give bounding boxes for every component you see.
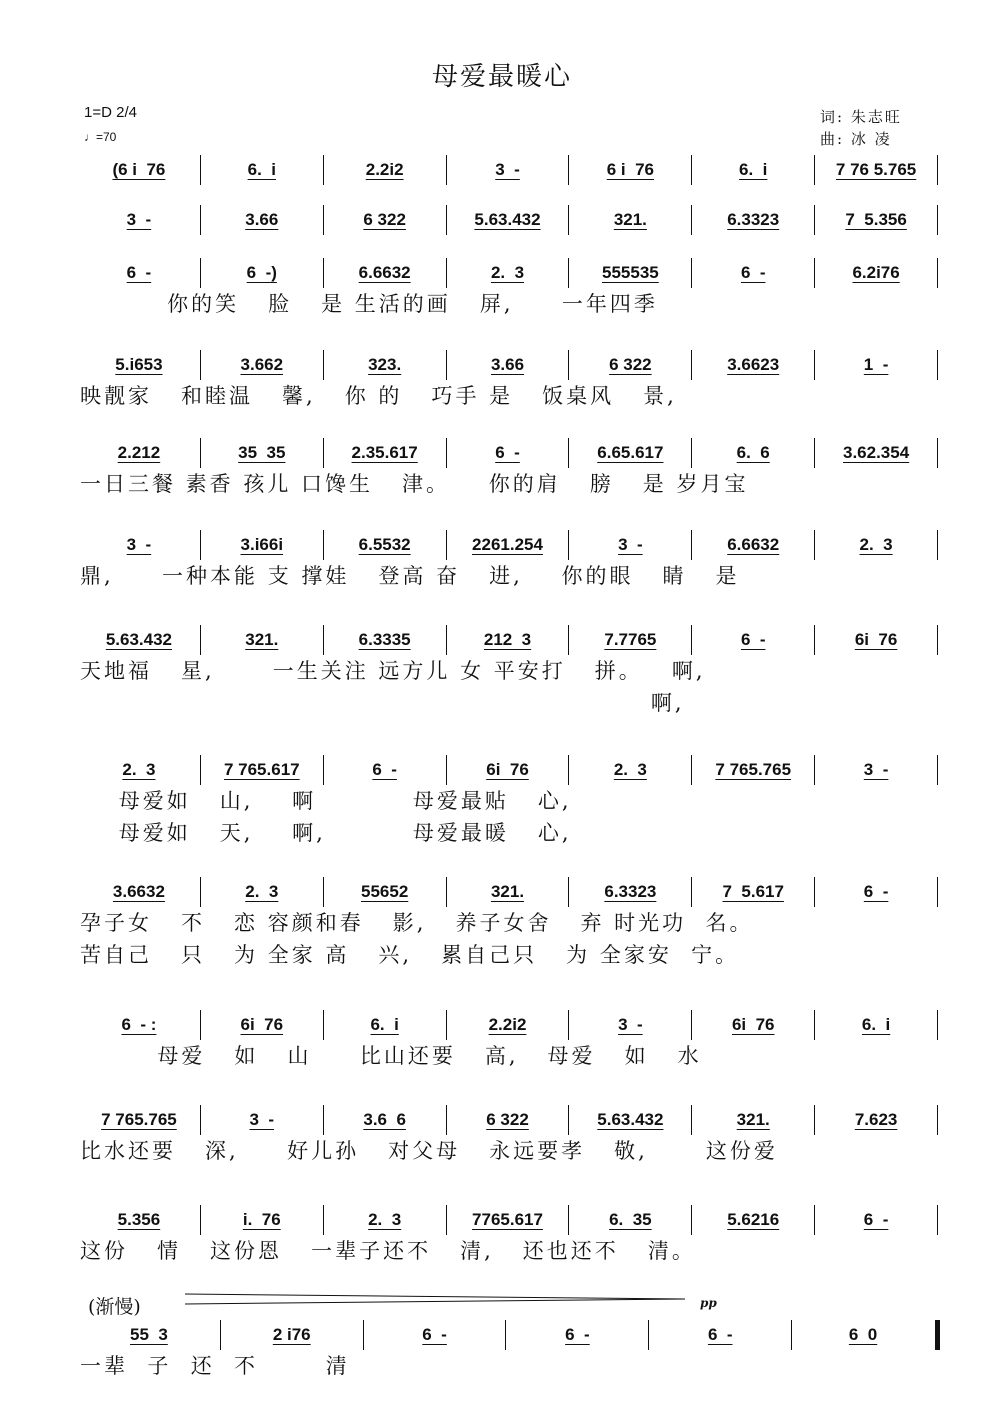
barline: [568, 438, 569, 468]
measure: 555535: [602, 263, 659, 282]
measure: 321.: [736, 1110, 770, 1129]
barline: [568, 155, 569, 185]
barline: [568, 755, 569, 785]
score-system: [80, 755, 940, 849]
measure: (6 i 76: [112, 160, 166, 179]
end-barline: [937, 350, 938, 380]
measure: 6 -: [863, 882, 889, 901]
measure: 6. i: [370, 1015, 399, 1034]
lyric-line: 孕子女 不 恋 容颜和春 影, 养子女舍 弃 时光功 名。: [80, 911, 754, 935]
end-barline: [937, 1105, 938, 1135]
barline: [200, 205, 201, 235]
score-system: [80, 1320, 940, 1382]
end-barline: [937, 438, 938, 468]
measure: 321.: [490, 882, 525, 901]
barline: [814, 155, 815, 185]
lyric-line: 母爱如 天, 啊, 母爱最暖 心,: [80, 821, 572, 845]
measure: 6i 76: [731, 1015, 775, 1034]
measure: 6 -: [565, 1325, 590, 1344]
measure: 5.63.432: [105, 630, 173, 649]
measure: 6.65.617: [597, 443, 664, 462]
score-system: [80, 438, 940, 500]
measure: 5.63.432: [597, 1110, 664, 1129]
barline: [446, 625, 447, 655]
measure: 6 322: [363, 210, 406, 229]
barline: [323, 438, 324, 468]
measure: 2.2i2: [488, 1015, 527, 1034]
lyric-line: 一日三餐 素香 孩儿 口馋生 津。 你的肩 膀 是 岁月宝: [80, 472, 749, 496]
measure: 2. 3: [859, 535, 893, 554]
measure: 6. i: [861, 1015, 891, 1034]
measure: 321.: [245, 630, 279, 649]
measure: 55652: [361, 882, 409, 901]
notation-row: [80, 258, 940, 288]
barline: [200, 350, 201, 380]
measure: 6 322: [609, 355, 652, 374]
measure: 2. 3: [490, 263, 525, 282]
barline: [814, 258, 815, 288]
notation-row: [80, 625, 940, 655]
barline: [691, 155, 692, 185]
barline: [323, 755, 324, 785]
notation-row: [80, 1105, 940, 1135]
measure: 2 i76: [272, 1325, 311, 1344]
barline: [814, 1010, 815, 1040]
barline: [323, 1010, 324, 1040]
barline: [323, 350, 324, 380]
notation-row: [80, 155, 940, 185]
lyric-line: 苦自己 只 为 全家 高 兴, 累自己只 为 全家安 宁。: [80, 943, 740, 967]
measure: 3 -: [618, 1015, 643, 1034]
barline: [648, 1320, 649, 1350]
barline: [505, 1320, 506, 1350]
measure: 2. 3: [245, 882, 279, 901]
barline: [568, 1105, 569, 1135]
measure: 2. 3: [613, 760, 647, 779]
barline: [200, 877, 201, 907]
measure: 7 765.617: [223, 760, 300, 779]
barline: [691, 877, 692, 907]
measure: 6 0: [848, 1325, 878, 1344]
barline: [200, 155, 201, 185]
measure: 5.356: [117, 1210, 161, 1229]
measure: 3 -: [618, 535, 643, 554]
measure: 2261.254: [472, 535, 543, 554]
barline: [791, 1320, 792, 1350]
measure: i. 76: [242, 1210, 281, 1229]
barline: [691, 625, 692, 655]
measure: 3 -: [126, 210, 152, 229]
end-barline: [937, 1205, 938, 1235]
measure: 7 765.765: [715, 760, 792, 779]
measure: 6 -: [126, 263, 152, 282]
dynamic-marking: pp: [700, 1296, 717, 1310]
measure: 6 -: [863, 1210, 889, 1229]
notation-row: [80, 205, 940, 235]
barline: [814, 350, 815, 380]
barline: [446, 530, 447, 560]
notation-row: [80, 755, 940, 785]
score-system: [80, 258, 940, 320]
measure: 7.623: [854, 1110, 898, 1129]
barline: [200, 755, 201, 785]
barline: [200, 625, 201, 655]
barline: [323, 155, 324, 185]
barline: [446, 1105, 447, 1135]
measure: 3.662: [240, 355, 284, 374]
measure: 6 -: [372, 760, 397, 779]
measure: 6 -): [246, 263, 277, 282]
lyricist-credit: 词: 朱志旺: [820, 108, 902, 126]
barline: [323, 530, 324, 560]
measure: 3 -: [863, 760, 889, 779]
barline: [814, 438, 815, 468]
measure: 3 -: [495, 160, 520, 179]
barline: [814, 877, 815, 907]
measure: 6i 76: [486, 760, 529, 779]
barline: [220, 1320, 221, 1350]
measure: 7765.617: [472, 1210, 543, 1229]
measure: 3.62.354: [842, 443, 910, 462]
lyric-line: 母爱 如 山 比山还要 高, 母爱 如 水: [80, 1044, 702, 1068]
lyric-line: 比水还要 深, 好儿孙 对父母 永远要孝 敬, 这份爱: [80, 1139, 778, 1163]
notation-row: [80, 1320, 940, 1350]
barline: [323, 877, 324, 907]
measure: 6.3323: [604, 882, 657, 901]
end-barline: [937, 755, 938, 785]
barline: [691, 1105, 692, 1135]
barline: [814, 1205, 815, 1235]
measure: 6. i: [739, 160, 768, 179]
measure: 6 - :: [121, 1015, 157, 1034]
barline: [446, 205, 447, 235]
key-signature: 1=D 2/4: [84, 104, 137, 121]
measure: 6 -: [740, 630, 766, 649]
measure: 3.6632: [112, 882, 165, 901]
song-title: 母爱最暖心: [431, 62, 572, 92]
barline: [568, 877, 569, 907]
measure: 6.3335: [358, 630, 411, 649]
score-system: [80, 350, 940, 412]
barline: [568, 530, 569, 560]
measure: 5.i653: [115, 355, 163, 374]
notation-row: [80, 1010, 940, 1040]
lyric-line: 这份 情 这份恩 一辈子还不 清, 还也还不 清。: [80, 1239, 696, 1263]
barline: [691, 258, 692, 288]
measure: 5.6216: [727, 1210, 780, 1229]
measure: 6i 76: [854, 630, 898, 649]
score-system: [80, 155, 940, 185]
measure: 5.63.432: [474, 210, 541, 229]
lyric-line: 天地福 星, 一生关注 远方儿 女 平安打 拼。 啊,: [80, 659, 706, 683]
score-system: [80, 1010, 940, 1072]
measure: 6.2i76: [852, 263, 900, 282]
score-system: [80, 877, 940, 971]
measure: 1 -: [863, 355, 889, 374]
barline: [691, 755, 692, 785]
barline: [446, 350, 447, 380]
measure: 2. 3: [122, 760, 156, 779]
measure: 3 -: [126, 535, 152, 554]
measure: 323.: [368, 355, 402, 374]
measure: 3.i66i: [240, 535, 284, 554]
measure: 7 5.617: [722, 882, 784, 901]
lyric-line: 母爱如 山, 啊 母爱最贴 心,: [80, 789, 572, 813]
barline: [568, 258, 569, 288]
barline: [446, 755, 447, 785]
measure: 3.66: [245, 210, 279, 229]
barline: [446, 155, 447, 185]
end-barline: [937, 1010, 938, 1040]
lyric-line: 啊,: [80, 691, 685, 715]
measure: 7 765.765: [101, 1110, 177, 1129]
barline: [568, 350, 569, 380]
notation-row: [80, 877, 940, 907]
measure: 55 3: [130, 1325, 168, 1344]
measure: 6 -: [707, 1325, 733, 1344]
barline: [200, 258, 201, 288]
lyric-line: 你的笑 脸 是 生活的画 屏, 一年四季: [80, 292, 658, 316]
measure: 6. i: [247, 160, 276, 179]
end-barline: [937, 155, 938, 185]
barline: [200, 1205, 201, 1235]
measure: 6 -: [740, 263, 766, 282]
measure: 6i 76: [240, 1015, 284, 1034]
end-barline: [937, 205, 938, 235]
measure: 6.6632: [358, 263, 411, 282]
measure: 6 -: [495, 443, 520, 462]
score-system: [80, 1205, 940, 1267]
barline: [446, 438, 447, 468]
measure: 6 i 76: [606, 160, 654, 179]
barline: [691, 438, 692, 468]
measure: 6. 35: [609, 1210, 652, 1229]
barline: [691, 205, 692, 235]
notation-row: [80, 438, 940, 468]
measure: 6.3323: [727, 210, 780, 229]
measure: 2.212: [117, 443, 161, 462]
barline: [323, 625, 324, 655]
score-system: [80, 205, 940, 235]
measure: 7.7765: [604, 630, 657, 649]
barline: [814, 1105, 815, 1135]
barline: [691, 1205, 692, 1235]
measure: 2.2i2: [365, 160, 404, 179]
barline: [323, 1205, 324, 1235]
barline: [568, 1205, 569, 1235]
measure: 6.6632: [727, 535, 780, 554]
measure: 2. 3: [368, 1210, 402, 1229]
score-system: [80, 1105, 940, 1167]
score-system: [80, 625, 940, 719]
barline: [691, 1010, 692, 1040]
tempo-marking: ♩=70: [84, 130, 117, 144]
measure: 3.6 6: [363, 1110, 406, 1129]
barline: [200, 1010, 201, 1040]
composer-credit: 曲: 冰 凌: [820, 130, 892, 148]
barline: [446, 258, 447, 288]
barline: [323, 258, 324, 288]
end-barline: [937, 530, 938, 560]
decrescendo-hairpin: [185, 1292, 685, 1306]
barline: [446, 1010, 447, 1040]
end-barline: [937, 625, 938, 655]
barline: [323, 205, 324, 235]
barline: [814, 755, 815, 785]
measure: 7 5.356: [845, 210, 907, 229]
barline: [814, 205, 815, 235]
barline: [446, 1205, 447, 1235]
measure: 35 35: [238, 443, 286, 462]
ritardando-marking: (渐慢): [88, 1296, 141, 1318]
notation-row: [80, 1205, 940, 1235]
lyric-line: 映靓家 和睦温 馨, 你 的 巧手 是 饭桌风 景,: [80, 384, 677, 408]
barline: [814, 530, 815, 560]
end-barline: [937, 877, 938, 907]
barline: [568, 205, 569, 235]
measure: 3 -: [249, 1110, 275, 1129]
barline: [323, 1105, 324, 1135]
notation-row: [80, 530, 940, 560]
measure: 6. 6: [736, 443, 770, 462]
barline: [363, 1320, 364, 1350]
barline: [200, 1105, 201, 1135]
notation-row: [80, 350, 940, 380]
barline: [568, 1010, 569, 1040]
measure: 212 3: [483, 630, 532, 649]
measure: 6 322: [486, 1110, 529, 1129]
score-system: [80, 530, 940, 592]
measure: 3.6623: [727, 355, 780, 374]
end-barline: [935, 1320, 940, 1350]
lyric-line: 鼎, 一种本能 支 撑娃 登高 奋 进, 你的眼 睛 是: [80, 564, 740, 588]
measure: 3.66: [490, 355, 525, 374]
measure: 6.5532: [358, 535, 411, 554]
barline: [446, 877, 447, 907]
barline: [814, 625, 815, 655]
barline: [200, 438, 201, 468]
lyric-line: 一辈 子 还 不 清: [80, 1354, 350, 1378]
measure: 7 76 5.765: [835, 160, 917, 179]
barline: [691, 350, 692, 380]
barline: [568, 625, 569, 655]
measure: 321.: [613, 210, 647, 229]
barline: [691, 530, 692, 560]
measure: 6 -: [422, 1325, 447, 1344]
end-barline: [937, 258, 938, 288]
measure: 2.35.617: [351, 443, 418, 462]
barline: [200, 530, 201, 560]
